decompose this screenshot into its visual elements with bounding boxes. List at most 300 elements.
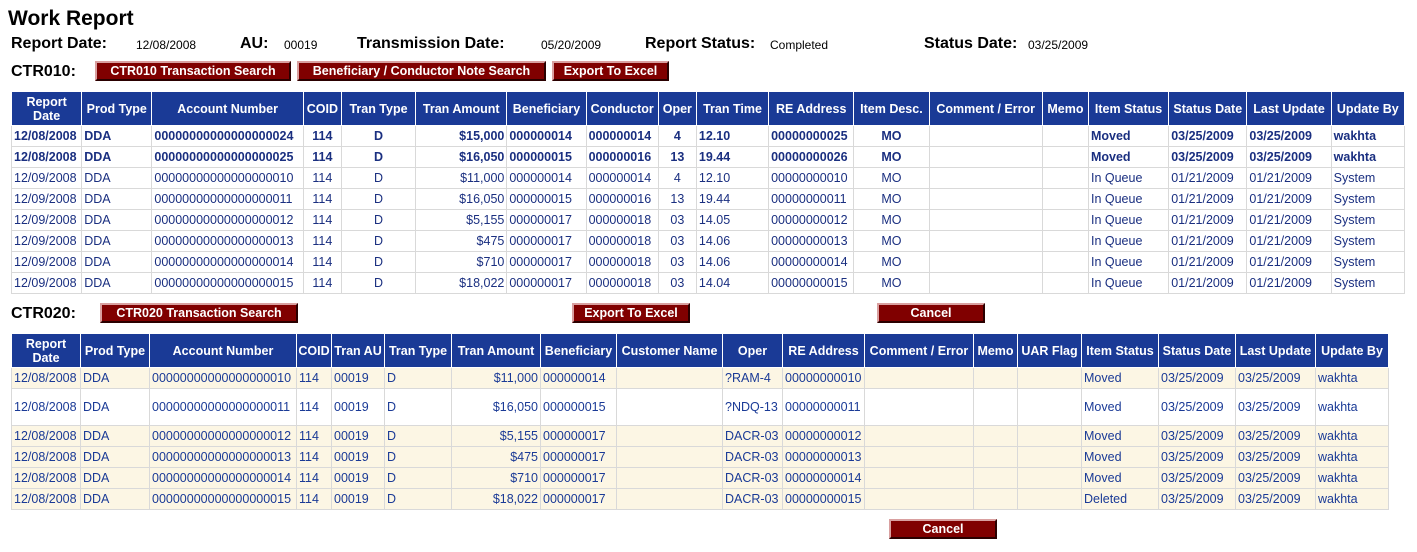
- cell-update-by: wakhta: [1331, 147, 1404, 168]
- cell-oper: 4: [658, 168, 696, 189]
- cell-account-number: 00000000000000000014: [150, 468, 297, 489]
- cell-comment-error: [929, 126, 1042, 147]
- cell-comment-error: [929, 189, 1042, 210]
- cell-comment-error: [865, 368, 974, 389]
- cell-conductor: 000000016: [586, 189, 658, 210]
- cell-report-date: 12/08/2008: [12, 389, 81, 426]
- ctr010-export-excel-button[interactable]: Export To Excel: [552, 61, 669, 81]
- ctr020-transaction-search-button[interactable]: CTR020 Transaction Search: [100, 303, 298, 323]
- page-title: Work Report: [8, 7, 134, 30]
- cell-report-date: 12/08/2008: [12, 489, 81, 510]
- cell-update-by: System: [1331, 273, 1404, 294]
- cell-customer-name: [617, 489, 723, 510]
- cell-tran-type: D: [341, 273, 415, 294]
- cell-item-status: In Queue: [1088, 231, 1168, 252]
- au-label: AU:: [240, 35, 269, 52]
- table-row[interactable]: [12, 426, 1389, 447]
- cell-status-date: 03/25/2009: [1159, 468, 1236, 489]
- column-header-prod-type: Prod Type: [81, 334, 150, 368]
- cell-oper: 03: [658, 231, 696, 252]
- cell-beneficiary: 000000015: [541, 389, 617, 426]
- cell-status-date: 01/21/2009: [1169, 252, 1247, 273]
- cell-last-update: 01/21/2009: [1247, 231, 1331, 252]
- cell-tran-amount: $475: [416, 231, 507, 252]
- cell-tran-amount: $5,155: [452, 426, 541, 447]
- column-header-oper: Oper: [723, 334, 783, 368]
- cell-uar-flag: [1018, 468, 1082, 489]
- cell-last-update: 03/25/2009: [1236, 368, 1316, 389]
- cell-oper: DACR-03: [723, 468, 783, 489]
- column-header-re-address: RE Address: [769, 92, 854, 126]
- cell-status-date: 03/25/2009: [1169, 126, 1247, 147]
- cell-customer-name: [617, 389, 723, 426]
- cell-tran-type: D: [341, 126, 415, 147]
- cell-report-date: 12/09/2008: [12, 231, 82, 252]
- cell-tran-au: 00019: [332, 426, 385, 447]
- cell-tran-amount: $11,000: [452, 368, 541, 389]
- column-header-beneficiary: Beneficiary: [541, 334, 617, 368]
- column-header-coid: COID: [297, 334, 332, 368]
- cell-re-address: 00000000013: [769, 231, 854, 252]
- cell-memo: [974, 426, 1018, 447]
- cell-tran-amount: $18,022: [416, 273, 507, 294]
- cell-customer-name: [617, 368, 723, 389]
- cell-item-status: Moved: [1082, 389, 1159, 426]
- cell-oper: 4: [658, 126, 696, 147]
- column-header-beneficiary: Beneficiary: [507, 92, 586, 126]
- cell-coid: 114: [303, 231, 341, 252]
- column-header-memo: Memo: [1042, 92, 1088, 126]
- cell-tran-amount: $16,050: [416, 189, 507, 210]
- cell-memo: [974, 468, 1018, 489]
- cell-item-desc: MO: [854, 210, 929, 231]
- cell-last-update: 03/25/2009: [1236, 389, 1316, 426]
- cell-account-number: 00000000000000000013: [150, 447, 297, 468]
- column-header-tran-time: Tran Time: [696, 92, 768, 126]
- table-row[interactable]: [12, 168, 1405, 189]
- cell-account-number: 00000000000000000012: [150, 426, 297, 447]
- ctr010-transaction-search-button[interactable]: CTR010 Transaction Search: [95, 61, 291, 81]
- cell-tran-type: D: [341, 168, 415, 189]
- column-header-update-by: Update By: [1331, 92, 1404, 126]
- cell-status-date: 03/25/2009: [1159, 368, 1236, 389]
- cell-conductor: 000000018: [586, 231, 658, 252]
- cell-conductor: 000000018: [586, 252, 658, 273]
- column-header-comment-error: Comment / Error: [929, 92, 1042, 126]
- cell-comment-error: [865, 447, 974, 468]
- cell-last-update: 03/25/2009: [1247, 126, 1331, 147]
- column-header-last-update: Last Update: [1236, 334, 1316, 368]
- column-header-tran-type: Tran Type: [385, 334, 452, 368]
- column-header-last-update: Last Update: [1247, 92, 1331, 126]
- cell-memo: [1042, 252, 1088, 273]
- cell-tran-time: 19.44: [696, 147, 768, 168]
- table-row[interactable]: [12, 489, 1389, 510]
- cell-oper: DACR-03: [723, 447, 783, 468]
- cell-tran-time: 14.06: [696, 252, 768, 273]
- cell-memo: [974, 447, 1018, 468]
- table-row[interactable]: [12, 447, 1389, 468]
- cell-prod-type: DDA: [82, 210, 152, 231]
- cell-status-date: 01/21/2009: [1169, 168, 1247, 189]
- table-row[interactable]: [12, 273, 1405, 294]
- cell-tran-amount: $11,000: [416, 168, 507, 189]
- cell-item-status: In Queue: [1088, 168, 1168, 189]
- column-header-oper: Oper: [658, 92, 696, 126]
- cell-re-address: 00000000014: [769, 252, 854, 273]
- column-header-report-date: Report Date: [12, 334, 81, 368]
- cell-re-address: 00000000025: [769, 126, 854, 147]
- cell-report-date: 12/09/2008: [12, 273, 82, 294]
- cell-report-date: 12/09/2008: [12, 189, 82, 210]
- cell-coid: 114: [297, 489, 332, 510]
- cell-memo: [1042, 126, 1088, 147]
- column-header-conductor: Conductor: [586, 92, 658, 126]
- column-header-account-number: Account Number: [152, 92, 303, 126]
- cell-comment-error: [929, 252, 1042, 273]
- cell-beneficiary: 000000017: [507, 231, 586, 252]
- cell-update-by: wakhta: [1316, 426, 1389, 447]
- cell-comment-error: [929, 168, 1042, 189]
- cell-prod-type: DDA: [82, 231, 152, 252]
- cell-customer-name: [617, 447, 723, 468]
- cell-coid: 114: [297, 468, 332, 489]
- column-header-account-number: Account Number: [150, 334, 297, 368]
- cell-uar-flag: [1018, 426, 1082, 447]
- column-header-item-status: Item Status: [1088, 92, 1168, 126]
- cell-last-update: 03/25/2009: [1236, 447, 1316, 468]
- column-header-customer-name: Customer Name: [617, 334, 723, 368]
- cell-coid: 114: [303, 273, 341, 294]
- cell-beneficiary: 000000015: [507, 147, 586, 168]
- cell-beneficiary: 000000017: [507, 252, 586, 273]
- cell-status-date: 01/21/2009: [1169, 189, 1247, 210]
- cell-last-update: 03/25/2009: [1236, 489, 1316, 510]
- table-row[interactable]: [12, 252, 1405, 273]
- cell-memo: [1042, 168, 1088, 189]
- cell-re-address: 00000000011: [783, 389, 865, 426]
- cell-tran-type: D: [341, 147, 415, 168]
- cell-report-date: 12/08/2008: [12, 426, 81, 447]
- cell-tran-type: D: [385, 489, 452, 510]
- footer-cancel-button[interactable]: Cancel: [889, 519, 997, 539]
- cell-status-date: 01/21/2009: [1169, 273, 1247, 294]
- cell-memo: [1042, 189, 1088, 210]
- cell-prod-type: DDA: [82, 252, 152, 273]
- cell-account-number: 00000000000000000024: [152, 126, 303, 147]
- table-row[interactable]: [12, 126, 1405, 147]
- ctr010-table: [11, 91, 1405, 294]
- cell-item-status: Moved: [1088, 147, 1168, 168]
- cell-status-date: 01/21/2009: [1169, 210, 1247, 231]
- cell-update-by: System: [1331, 252, 1404, 273]
- cell-re-address: 00000000015: [769, 273, 854, 294]
- cell-report-date: 12/08/2008: [12, 468, 81, 489]
- cell-report-date: 12/08/2008: [12, 126, 82, 147]
- cell-update-by: wakhta: [1316, 389, 1389, 426]
- cell-account-number: 00000000000000000025: [152, 147, 303, 168]
- cell-tran-type: D: [341, 252, 415, 273]
- cell-prod-type: DDA: [81, 447, 150, 468]
- cell-status-date: 03/25/2009: [1159, 447, 1236, 468]
- status-date-value: 03/25/2009: [1028, 38, 1089, 52]
- cell-oper: DACR-03: [723, 489, 783, 510]
- cell-prod-type: DDA: [81, 426, 150, 447]
- ctr020-table: [11, 333, 1389, 510]
- report-date-value: 12/08/2008: [136, 38, 197, 52]
- cell-coid: 114: [297, 447, 332, 468]
- cell-comment-error: [929, 273, 1042, 294]
- cell-item-desc: MO: [854, 147, 929, 168]
- table-row[interactable]: [12, 147, 1405, 168]
- column-header-item-desc: Item Desc.: [854, 92, 929, 126]
- cell-item-status: Moved: [1082, 426, 1159, 447]
- cell-report-date: 12/08/2008: [12, 368, 81, 389]
- column-header-status-date: Status Date: [1169, 92, 1247, 126]
- table-row[interactable]: [12, 368, 1389, 389]
- ctr020-label: CTR020:: [11, 305, 76, 322]
- cell-last-update: 01/21/2009: [1247, 189, 1331, 210]
- cell-tran-time: 12.10: [696, 168, 768, 189]
- cell-tran-time: 14.04: [696, 273, 768, 294]
- cell-tran-amount: $710: [452, 468, 541, 489]
- cell-conductor: 000000014: [586, 168, 658, 189]
- cell-tran-type: D: [341, 231, 415, 252]
- cell-tran-type: D: [385, 426, 452, 447]
- cell-memo: [1042, 147, 1088, 168]
- cell-conductor: 000000014: [586, 126, 658, 147]
- cell-coid: 114: [303, 189, 341, 210]
- cell-update-by: wakhta: [1316, 368, 1389, 389]
- cell-coid: 114: [303, 210, 341, 231]
- cell-prod-type: DDA: [81, 489, 150, 510]
- cell-re-address: 00000000014: [783, 468, 865, 489]
- cell-beneficiary: 000000017: [507, 273, 586, 294]
- cell-comment-error: [865, 468, 974, 489]
- cell-status-date: 03/25/2009: [1159, 389, 1236, 426]
- cell-tran-time: 14.06: [696, 231, 768, 252]
- cell-last-update: 03/25/2009: [1247, 147, 1331, 168]
- cell-conductor: 000000018: [586, 210, 658, 231]
- cell-status-date: 01/21/2009: [1169, 231, 1247, 252]
- cell-last-update: 03/25/2009: [1236, 426, 1316, 447]
- column-header-update-by: Update By: [1316, 334, 1389, 368]
- cell-item-status: In Queue: [1088, 273, 1168, 294]
- cell-update-by: wakhta: [1316, 447, 1389, 468]
- beneficiary-conductor-note-search-button[interactable]: Beneficiary / Conductor Note Search: [297, 61, 546, 81]
- cell-tran-amount: $16,050: [452, 389, 541, 426]
- cell-tran-time: 19.44: [696, 189, 768, 210]
- ctr020-header-row: [12, 334, 1389, 368]
- cell-coid: 114: [303, 252, 341, 273]
- cell-update-by: System: [1331, 189, 1404, 210]
- cell-status-date: 03/25/2009: [1169, 147, 1247, 168]
- cell-account-number: 00000000000000000011: [152, 189, 303, 210]
- cell-prod-type: DDA: [81, 468, 150, 489]
- cell-account-number: 00000000000000000010: [152, 168, 303, 189]
- cell-beneficiary: 000000017: [541, 468, 617, 489]
- cell-last-update: 01/21/2009: [1247, 210, 1331, 231]
- report-header: [0, 35, 1417, 55]
- column-header-comment-error: Comment / Error: [865, 334, 974, 368]
- cell-account-number: 00000000000000000014: [152, 252, 303, 273]
- cell-beneficiary: 000000017: [541, 426, 617, 447]
- transmission-date-value: 05/20/2009: [541, 38, 602, 52]
- cell-report-date: 12/09/2008: [12, 252, 82, 273]
- cell-beneficiary: 000000014: [507, 126, 586, 147]
- cell-tran-amount: $710: [416, 252, 507, 273]
- table-row[interactable]: [12, 389, 1389, 426]
- table-row[interactable]: [12, 210, 1405, 231]
- cell-oper: ?NDQ-13: [723, 389, 783, 426]
- report-status-label: Report Status:: [645, 35, 756, 52]
- cell-uar-flag: [1018, 447, 1082, 468]
- cell-tran-amount: $15,000: [416, 126, 507, 147]
- cell-status-date: 03/25/2009: [1159, 426, 1236, 447]
- column-header-uar-flag: UAR Flag: [1018, 334, 1082, 368]
- cell-report-date: 12/08/2008: [12, 147, 82, 168]
- cell-comment-error: [865, 389, 974, 426]
- cell-oper: 03: [658, 273, 696, 294]
- column-header-tran-au: Tran AU: [332, 334, 385, 368]
- cell-item-status: In Queue: [1088, 252, 1168, 273]
- table-row[interactable]: [12, 468, 1389, 489]
- cell-tran-type: D: [385, 368, 452, 389]
- cell-comment-error: [865, 489, 974, 510]
- cell-re-address: 00000000010: [783, 368, 865, 389]
- cell-prod-type: DDA: [82, 147, 152, 168]
- report-date-label: Report Date:: [11, 35, 108, 52]
- cell-uar-flag: [1018, 489, 1082, 510]
- cell-re-address: 00000000026: [769, 147, 854, 168]
- ctr020-export-excel-button[interactable]: Export To Excel: [572, 303, 690, 323]
- cell-report-date: 12/09/2008: [12, 210, 82, 231]
- cell-coid: 114: [303, 147, 341, 168]
- cell-prod-type: DDA: [81, 368, 150, 389]
- ctr020-cancel-button[interactable]: Cancel: [877, 303, 985, 323]
- cell-item-status: Moved: [1088, 126, 1168, 147]
- cell-tran-au: 00019: [332, 368, 385, 389]
- report-status-value: Completed: [770, 38, 829, 52]
- cell-prod-type: DDA: [81, 389, 150, 426]
- cell-beneficiary: 000000017: [541, 447, 617, 468]
- cell-coid: 114: [297, 368, 332, 389]
- column-header-tran-amount: Tran Amount: [416, 92, 507, 126]
- cell-customer-name: [617, 426, 723, 447]
- cell-customer-name: [617, 468, 723, 489]
- cell-oper: ?RAM-4: [723, 368, 783, 389]
- cell-oper: 13: [658, 147, 696, 168]
- cell-conductor: 000000016: [586, 147, 658, 168]
- cell-tran-amount: $5,155: [416, 210, 507, 231]
- column-header-item-status: Item Status: [1082, 334, 1159, 368]
- cell-item-status: Deleted: [1082, 489, 1159, 510]
- cell-oper: 03: [658, 252, 696, 273]
- cell-account-number: 00000000000000000010: [150, 368, 297, 389]
- cell-memo: [1042, 210, 1088, 231]
- cell-tran-amount: $16,050: [416, 147, 507, 168]
- cell-coid: 114: [297, 426, 332, 447]
- cell-tran-time: 14.05: [696, 210, 768, 231]
- cell-last-update: 03/25/2009: [1236, 468, 1316, 489]
- cell-item-desc: MO: [854, 126, 929, 147]
- cell-update-by: wakhta: [1331, 126, 1404, 147]
- cell-re-address: 00000000011: [769, 189, 854, 210]
- column-header-prod-type: Prod Type: [82, 92, 152, 126]
- column-header-report-date: Report Date: [12, 92, 82, 126]
- cell-item-desc: MO: [854, 168, 929, 189]
- cell-update-by: System: [1331, 168, 1404, 189]
- cell-item-desc: MO: [854, 189, 929, 210]
- cell-oper: 13: [658, 189, 696, 210]
- cell-beneficiary: 000000017: [507, 210, 586, 231]
- cell-account-number: 00000000000000000011: [150, 389, 297, 426]
- cell-item-status: Moved: [1082, 447, 1159, 468]
- cell-tran-type: D: [385, 447, 452, 468]
- cell-tran-amount: $18,022: [452, 489, 541, 510]
- cell-item-desc: MO: [854, 273, 929, 294]
- cell-uar-flag: [1018, 389, 1082, 426]
- column-header-status-date: Status Date: [1159, 334, 1236, 368]
- cell-prod-type: DDA: [82, 189, 152, 210]
- cell-prod-type: DDA: [82, 273, 152, 294]
- cell-re-address: 00000000012: [783, 426, 865, 447]
- cell-update-by: wakhta: [1316, 468, 1389, 489]
- cell-oper: DACR-03: [723, 426, 783, 447]
- cell-item-status: Moved: [1082, 368, 1159, 389]
- cell-oper: 03: [658, 210, 696, 231]
- cell-re-address: 00000000010: [769, 168, 854, 189]
- cell-status-date: 03/25/2009: [1159, 489, 1236, 510]
- cell-memo: [974, 368, 1018, 389]
- cell-coid: 114: [297, 389, 332, 426]
- column-header-re-address: RE Address: [783, 334, 865, 368]
- table-row[interactable]: [12, 231, 1405, 252]
- cell-item-status: Moved: [1082, 468, 1159, 489]
- ctr010-header-row: [12, 92, 1405, 126]
- au-value: 00019: [284, 38, 318, 52]
- cell-tran-au: 00019: [332, 468, 385, 489]
- cell-comment-error: [929, 147, 1042, 168]
- column-header-tran-type: Tran Type: [341, 92, 415, 126]
- column-header-coid: COID: [303, 92, 341, 126]
- cell-tran-au: 00019: [332, 447, 385, 468]
- ctr010-label: CTR010:: [11, 63, 76, 80]
- cell-item-desc: MO: [854, 252, 929, 273]
- cell-last-update: 01/21/2009: [1247, 252, 1331, 273]
- status-date-label: Status Date:: [924, 35, 1018, 52]
- cell-coid: 114: [303, 168, 341, 189]
- cell-memo: [1042, 273, 1088, 294]
- cell-re-address: 00000000013: [783, 447, 865, 468]
- column-header-tran-amount: Tran Amount: [452, 334, 541, 368]
- cell-tran-time: 12.10: [696, 126, 768, 147]
- cell-beneficiary: 000000017: [541, 489, 617, 510]
- cell-conductor: 000000018: [586, 273, 658, 294]
- cell-tran-au: 00019: [332, 389, 385, 426]
- cell-update-by: System: [1331, 231, 1404, 252]
- cell-tran-amount: $475: [452, 447, 541, 468]
- cell-last-update: 01/21/2009: [1247, 168, 1331, 189]
- table-row[interactable]: [12, 189, 1405, 210]
- cell-beneficiary: 000000015: [507, 189, 586, 210]
- cell-tran-type: D: [341, 189, 415, 210]
- cell-item-status: In Queue: [1088, 189, 1168, 210]
- cell-prod-type: DDA: [82, 126, 152, 147]
- cell-tran-type: D: [385, 389, 452, 426]
- cell-report-date: 12/08/2008: [12, 447, 81, 468]
- cell-comment-error: [929, 231, 1042, 252]
